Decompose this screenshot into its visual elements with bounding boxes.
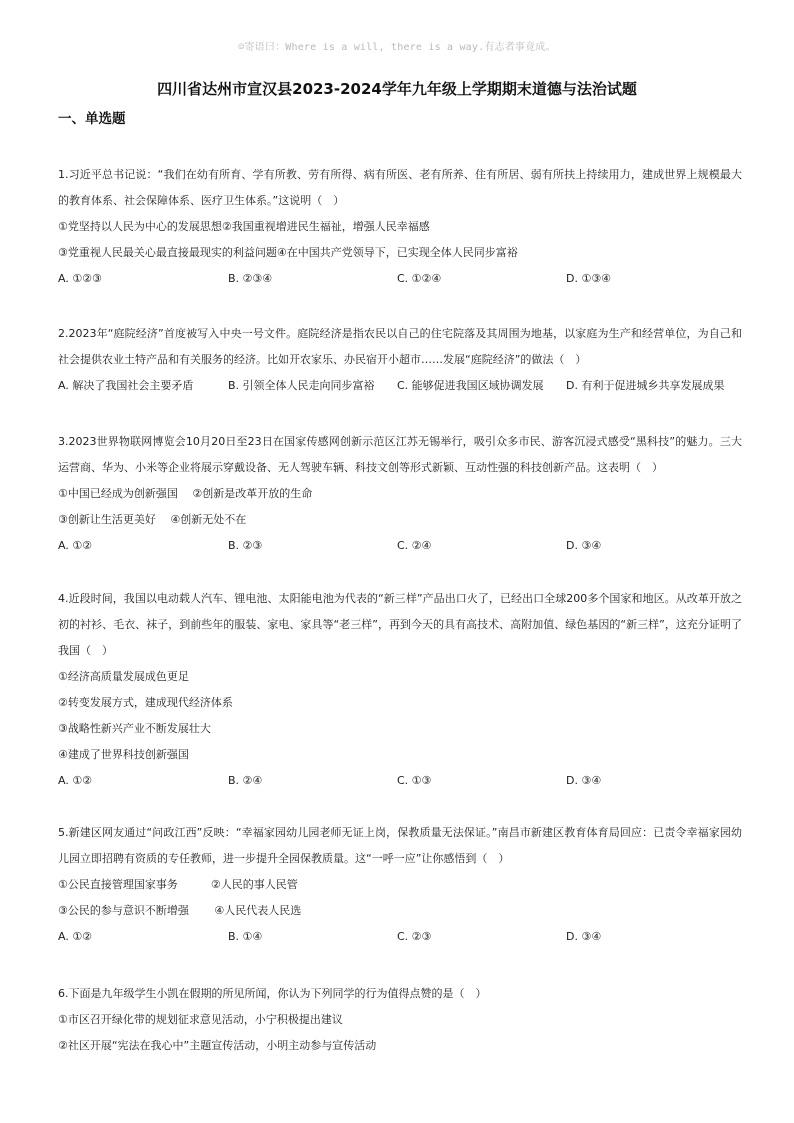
choice-d[interactable]: D. ③④ [566, 539, 602, 552]
choice-row [58, 533, 742, 559]
choice-c[interactable]: C. ①②④ [397, 272, 442, 285]
question-6 [58, 981, 742, 1059]
statement: ②转变发展方式，建成现代经济体系 [58, 696, 233, 709]
choice-c[interactable]: C. ②④ [397, 539, 432, 552]
statement: ①公民直接管理国家事务 ②人民的事人民管 [58, 878, 298, 891]
choice-c[interactable]: C. ①③ [397, 774, 432, 787]
statement: ①市区召开绿化带的规划征求意见活动，小宁积极提出建议 [58, 1013, 343, 1026]
choice-row [58, 924, 742, 950]
statement: ①党坚持以人民为中心的发展思想②我国重视增进民生福祉，增强人民幸福感 [58, 220, 430, 233]
choice-d[interactable]: D. 有利于促进城乡共享发展成果 [566, 379, 725, 392]
statement: ③党重视人民最关心最直接最现实的利益问题④在中国共产党领导下，已实现全体人民同步富裕 [58, 246, 518, 259]
choice-b[interactable]: B. ②③④ [228, 272, 273, 285]
statement: ③公民的参与意识不断增强 ④人民代表人民选 [58, 904, 302, 917]
section-heading: 一、单选题 [58, 111, 126, 127]
question-stem: 4.近段时间，我国以电动载人汽车、锂电池、太阳能电池为代表的“新三样”产品出口火了，已经出口全球200多个国家和地区。从改革开放之初的衬衫、毛衣、袜子，到前些年的服装、家电、家具等“老三样”，再到今天的具有高技术、高附加值、绿色基因的“新三样”，这充分证明了我国（ ） [58, 592, 742, 657]
choice-b[interactable]: B. ②③ [228, 539, 263, 552]
question-2 [58, 321, 742, 399]
choice-d[interactable]: D. ③④ [566, 774, 602, 787]
statement: ①中国已经成为创新强国 ②创新是改革开放的生命 [58, 487, 313, 500]
question-stem: 1.习近平总书记说：“我们在幼有所育、学有所教、劳有所得、病有所医、老有所养、住有所居、弱有所扶上持续用力，建成世界上规模最大的教育体系、社会保障体系、医疗卫生体系。”这说明（ ） [58, 168, 742, 207]
question-3 [58, 429, 742, 559]
statement: ①经济高质量发展成色更足 [58, 670, 189, 683]
choice-a[interactable]: A. ①② [58, 539, 93, 552]
choice-a[interactable]: A. ①②③ [58, 272, 102, 285]
choice-row [58, 373, 742, 399]
choice-row [58, 266, 742, 292]
choice-d[interactable]: D. ③④ [566, 930, 602, 943]
choice-b[interactable]: B. 引领全体人民走向同步富裕 [228, 379, 375, 392]
page-title: 四川省达州市宣汉县2023-2024学年九年级上学期期末道德与法治试题 [157, 80, 637, 98]
statement: ②社区开展“宪法在我心中”主题宣传活动，小明主动参与宣传活动 [58, 1039, 377, 1052]
choice-a[interactable]: A. ①② [58, 930, 93, 943]
question-stem: 6.下面是九年级学生小凯在假期的所见所闻，你认为下列同学的行为值得点赞的是（ ） [58, 987, 487, 1000]
question-5 [58, 820, 742, 950]
statement: ③创新让生活更美好 ④创新无处不在 [58, 513, 247, 526]
statement: ③战略性新兴产业不断发展壮大 [58, 722, 211, 735]
watermark: ☺寄语曰：Where is a will, there is a way.有志者事竟成。 [238, 42, 556, 53]
choice-d[interactable]: D. ①③④ [566, 272, 612, 285]
choice-a[interactable]: A. 解决了我国社会主要矛盾 [58, 379, 194, 392]
question-1 [58, 162, 742, 292]
choice-b[interactable]: B. ①④ [228, 930, 263, 943]
statement: ④建成了世界科技创新强国 [58, 748, 189, 761]
question-stem: 2.2023年“庭院经济”首度被写入中央一号文件。庭院经济是指农民以自己的住宅院落及其周围为地基，以家庭为生产和经营单位，为自己和社会提供农业土特产品和有关服务的经济。比如开农家乐、办民宿开小超市……发展“庭院经济”的做法（ ） [58, 327, 742, 366]
question-4 [58, 586, 742, 794]
choice-row [58, 768, 742, 794]
choice-c[interactable]: C. 能够促进我国区域协调发展 [397, 379, 544, 392]
question-stem: 5.新建区网友通过“问政江西”反映：“幸福家园幼儿园老师无证上岗，保教质量无法保证。”南昌市新建区教育体育局回应：已责令幸福家园幼儿园立即招聘有资质的专任教师，进一步提升全园保教质量。这“一呼一应”让你感悟到（ ） [58, 826, 742, 865]
choice-b[interactable]: B. ②④ [228, 774, 263, 787]
choice-a[interactable]: A. ①② [58, 774, 93, 787]
question-stem: 3.2023世界物联网博览会10月20日至23日在国家传感网创新示范区江苏无锡举行，吸引众多市民、游客沉浸式感受“黑科技”的魅力。三大运营商、华为、小米等企业将展示穿戴设备、无人驾驶车辆、科技文创等形式新颖、互动性强的科技创新产品。这表明（ ） [58, 435, 742, 474]
choice-c[interactable]: C. ②③ [397, 930, 432, 943]
